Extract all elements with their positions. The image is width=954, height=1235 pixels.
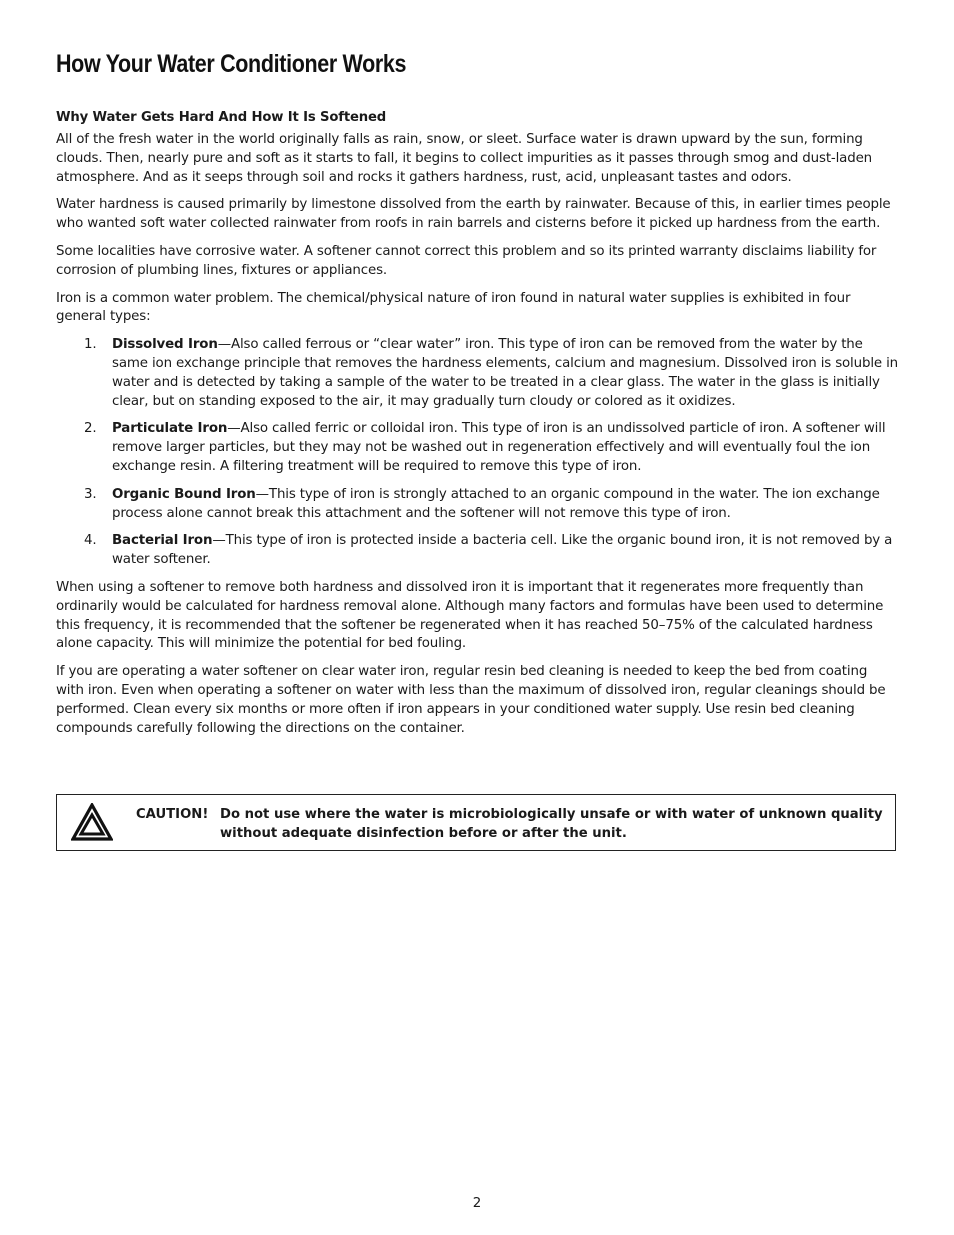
list-text: —This type of iron is protected inside a bacteria cell. Like the organic bound iron, it is not removed by a water softener.: [112, 533, 893, 568]
page-number: 2: [472, 1196, 482, 1211]
caution-box: [56, 794, 896, 851]
list-text: —Also called ferrous or “clear water” iron. This type of iron can be removed from the water by the same ion exchange principle that removes the hardness elements, calcium and magnesium. Dissolved iron is soluble in water and is detected by taking a sample of the water to be treated in a clear glass. The water in the glass is initially clear, but on standing exposed to the air, it may gradually turn cloudy or colored as it oxidizes.: [112, 337, 898, 409]
list-item: [56, 532, 898, 570]
section-heading: Why Water Gets Hard And How It Is Softened: [56, 110, 387, 125]
paragraph-cleaning: If you are operating a water softener on clear water iron, regular resin bed cleaning is needed to keep the bed from coating with iron. Even when operating a softener on water with less than the maximum of dissolved iron, regular cleanings should be performed. Clean every six months or more often if iron appears in your conditioned water supply. Use resin bed cleaning compounds carefully following the directions on the container.: [56, 664, 886, 736]
list-term: Bacterial Iron: [112, 533, 213, 549]
list-text: —Also called ferric or colloidal iron. This type of iron is an undissolved particle of iron. A softener will remove larger particles, but they may not be washed out in regeneration effectively and will eventually foul the ion exchange resin. A filtering treatment will be required to remove this type of iron.: [112, 421, 886, 474]
paragraph-regeneration: When using a softener to remove both hardness and dissolved iron it is important that it regenerates more frequently than ordinarily would be calculated for hardness removal alone. Although many factors and formulas have been used to determine this frequency, it is recommended that the softener be regenerated when it has reached 50–75% of the calculated hardness alone capacity. This will minimize the potential for bed fouling.: [56, 579, 884, 652]
paragraph-iron-intro: Iron is a common water problem. The chemical/physical nature of iron found in natural water supplies is exhibited in four general types:: [56, 290, 851, 325]
paragraph-corrosion: Some localities have corrosive water. A softener cannot correct this problem and so its printed warranty disclaims liability for corrosion of plumbing lines, fixtures or appliances.: [56, 243, 877, 278]
page-title: How Your Water Conditioner Works: [56, 50, 407, 78]
iron-types-list: [56, 336, 898, 570]
paragraph-hardness: Water hardness is caused primarily by limestone dissolved from the earth by rainwater. Because of this, in earlier times people who wanted soft water collected rainwater from roofs in rain barrels and cisterns before it picked up hardness from the earth.: [56, 197, 891, 232]
list-number: 2.: [84, 421, 97, 437]
caution-text: Do not use where the water is microbiologically unsafe or with water of unknown quality without adequate disinfection before or after the unit.: [220, 807, 883, 841]
list-text: —This type of iron is strongly attached to an organic compound in the water. The ion exchange process alone cannot break this attachment and the softener will not remove this type of iron.: [112, 486, 880, 521]
warning-triangle-icon: [71, 803, 113, 841]
paragraph-origin: All of the fresh water in the world originally falls as rain, snow, or sleet. Surface water is drawn upward by the sun, forming clouds. Then, nearly pure and soft as it starts to fall, it begins to collect impurities as it passes through smog and dust-laden atmosphere. And as it seeps through soil and rocks it gathers hardness, rust, acid, unpleasant tastes and odors.: [56, 132, 873, 185]
list-number: 4.: [84, 533, 97, 549]
caution-label: CAUTION!: [136, 807, 209, 822]
list-number: 3.: [84, 486, 97, 502]
list-item: [56, 336, 898, 411]
list-term: Organic Bound Iron: [112, 486, 256, 502]
list-term: Particulate Iron: [112, 421, 228, 437]
list-item: [56, 420, 898, 476]
list-item: [56, 486, 898, 524]
main-content: [56, 109, 898, 747]
list-number: 1.: [84, 337, 97, 353]
list-term: Dissolved Iron: [112, 337, 218, 353]
